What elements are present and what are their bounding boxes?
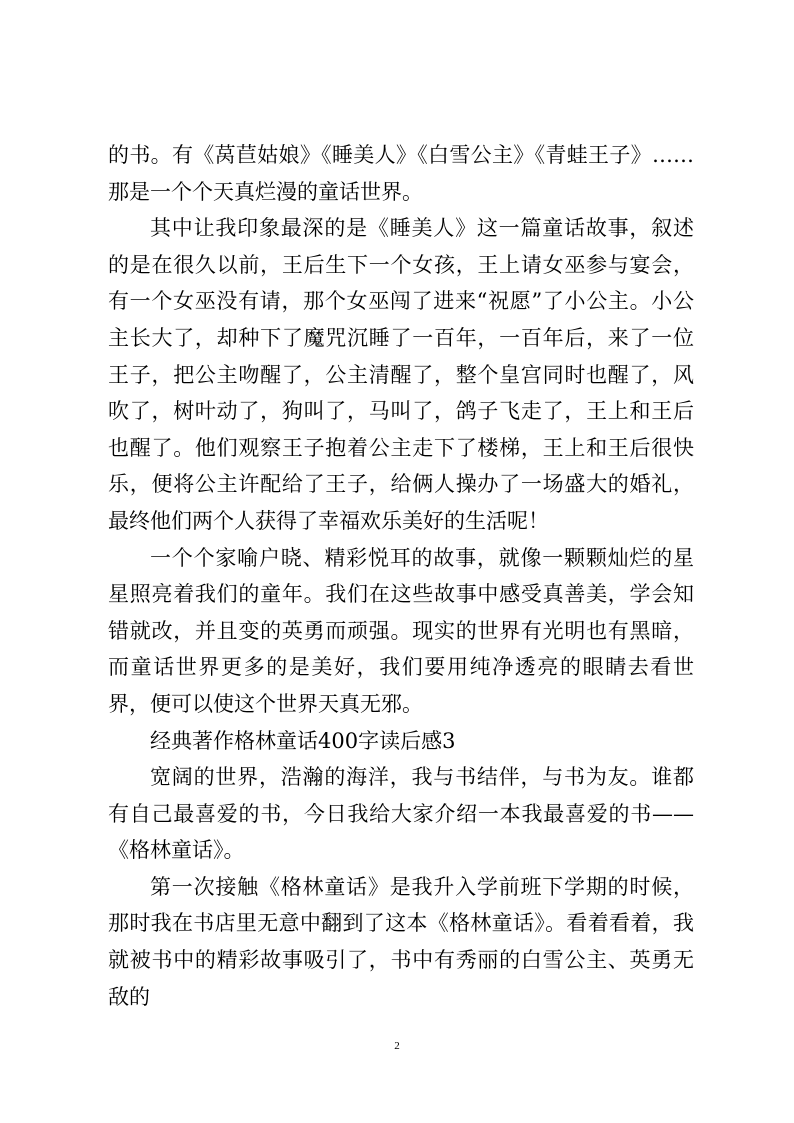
page-number: 2 <box>394 1040 400 1052</box>
paragraph-sleeping-beauty: 其中让我印象最深的是《睡美人》这一篇童话故事，叙述的是在很久以前，王后生下一个女孩，王上请女巫参与宴会，有一个女巫没有请，那个女巫闯了进来“祝愿”了小公主。小公主长大了，却种下了魔咒沉睡了一百年，一百年后，来了一位王子，把公主吻醒了，公主清醒了，整个皇宫同时也醒了，风吹了，树叶动了，狗叫了，马叫了，鸽子飞走了，王上和王后也醒了。他们观察王子抱着公主走下了楼梯，王上和王后很快乐，便将公主许配给了王子，给俩人操办了一场盛大的婚礼，最终他们两个人获得了幸福欢乐美好的生活呢！ <box>108 216 694 533</box>
paragraph-first-contact: 第一次接触《格林童话》是我升入学前班下学期的时候，那时我在书店里无意中翻到了这本《格林童话》。看着看着，我就被书中的精彩故事吸引了，书中有秀丽的白雪公主、英勇无敌的 <box>108 874 694 1009</box>
section-heading: 经典著作格林童话400字读后感3 <box>150 728 456 753</box>
paragraph-intro: 宽阔的世界，浩瀚的海洋，我与书结伴，与书为友。谁都有自己最喜爱的书，今日我给大家介绍一本我最喜爱的书——《格林童话》。 <box>108 765 694 863</box>
paragraph-childhood: 一个个家喻户晓、精彩悦耳的故事，就像一颗颗灿烂的星星照亮着我们的童年。我们在这些故事中感受真善美，学会知错就改，并且变的英勇而顽强。现实的世界有光明也有黑暗，而童话世界更多的是美好，我们要用纯净透亮的眼睛去看世界，便可以使这个世界天真无邪。 <box>108 545 694 716</box>
document-body <box>108 137 694 1015</box>
paragraph-continuation: 的书。有《莴苣姑娘》《睡美人》《白雪公主》《青蛙王子》……那是一个个天真烂漫的童话世界。 <box>108 143 694 204</box>
